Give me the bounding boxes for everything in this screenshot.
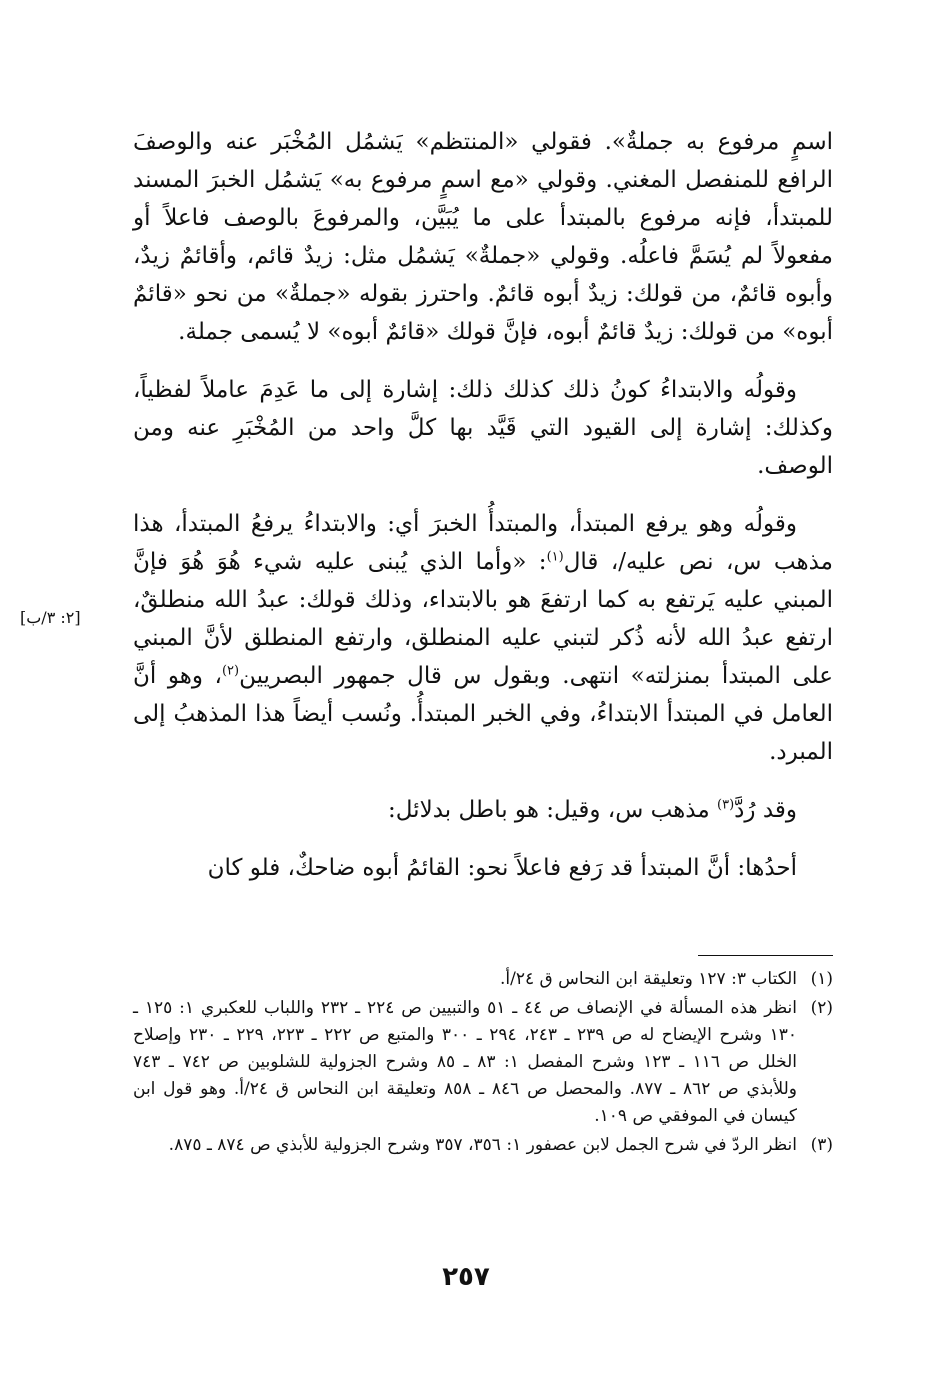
paragraph-2: وقولُه والابتداءُ كونُ ذلك كذلك ذلك: إشارة إلى ما عَدِمَ عاملاً لفظياً، وكذلك: إشارة إلى القيود التي قَيَّد بها كلَّ واحد من المُخْبَرِ عنه ومن الوصف. <box>133 377 833 479</box>
paragraph-4 <box>133 791 833 829</box>
paragraph-3 <box>133 505 833 771</box>
manuscript-margin-reference: [٢: ٣/ب] <box>20 608 81 627</box>
footnote-ref-1: (١) <box>546 549 564 565</box>
paragraph-3-part-a: وقولُه وهو يرفع المبتدأ، والمبتدأُ الخبرَ أي: والابتداءُ يرفعُ المبتدأ، هذا مذهب س، نص عليه/، قال <box>133 511 833 575</box>
page-number: ٢٥٧ <box>442 1262 490 1292</box>
paragraph-4-part-b: مذهب س، وقيل: هو باطل بدلائل: <box>388 797 718 823</box>
footnote-separator <box>698 955 833 956</box>
footnote-text: انظر الردّ في شرح الجمل لابن عصفور ١: ٣٥٦، ٣٥٧ وشرح الجزولية للأبذي ص ٨٧٤ ـ ٨٧٥. <box>168 1135 797 1155</box>
footnote-text: الكتاب ٣: ١٢٧ وتعليقة ابن النحاس ق ٢٤/أ. <box>500 969 797 989</box>
footnote-ref-2: (٢) <box>221 663 240 679</box>
footnote-number: (١) <box>810 969 833 989</box>
footnote-1 <box>133 966 833 993</box>
paragraph-1: اسمٍ مرفوع به جملةٌ». فقولي «المنتظم» يَشمُل المُخْبَر عنه والوصفَ الرافع للمنفصل المغني. وقولي «مع اسمٍ مرفوع به» يَشمُل الخبرَ المسند للمبتدأ، فإنه مرفوع بالمبتدأ على ما يُبَيَّن، والمرفوعَ بالوصف فاعلاً أو مفعولاً لم يُسَمَّ فاعلُه. وقولي «جملةٌ» يَشمُل مثل: زيدٌ قائم، وأقائمٌ زيدٌ، وأبوه قائمٌ، من قولك: زيدٌ أبوه قائمٌ. واحترز بقوله «جملةٌ» من نحو «قائمٌ أبوه» من قولك: زيدٌ قائمٌ أبوه، فإنَّ قولك «قائمٌ أبوه» لا يُسمى جملة. <box>133 129 834 345</box>
footnote-2 <box>133 995 833 1130</box>
footnotes <box>133 966 833 1161</box>
main-text <box>133 123 833 887</box>
footnote-number: (٢) <box>810 998 833 1018</box>
footnote-text: انظر هذه المسألة في الإنصاف ص ٤٤ ـ ٥١ والتبيين ص ٢٢٤ ـ ٢٣٢ واللباب للعكبري ١: ١٢٥ ـ ١٣٠ وشرح الإيضاح له ص ٢٣٩ ـ ٢٤٣، ٢٩٤ ـ ٣٠٠ والمتبع ص ٢٢٢ ـ ٢٢٣، ٢٢٩ ـ ٢٣٠ وإصلاح الخلل ص ١١٦ ـ ١٢٣ وشرح المفصل ١: ٨٣ ـ ٨٥ وشرح الجزولية للشلوبين ص ٧٤٢ ـ ٧٤٣ وللأبذي ص ٨٦٢ ـ ٨٧٧. والمحصل ص ٨٤٦ ـ ٨٥٨ وتعليقة ابن النحاس ق ٢٤/أ. وهو قول ابن كيسان في الموفقي ص ١٠٩. <box>133 998 798 1126</box>
paragraph-4-part-a: وقد رُدَّ <box>734 797 797 823</box>
footnote-ref-3: (٣) <box>717 797 735 813</box>
footnote-3 <box>133 1132 833 1159</box>
footnote-number: (٣) <box>810 1135 833 1155</box>
paragraph-5: أحدُها: أنَّ المبتدأ قد رَفع فاعلاً نحو: القائمُ أبوه ضاحكٌ، فلو كان <box>207 855 797 881</box>
paragraph-3-part-b: : «وأما الذي يُبنى عليه شيء هُوَ هُوَ فإنَّ المبني عليه يَرتفع به كما ارتفعَ هو بالابتداء، وذلك قولك: عبدُ الله منطلقٌ، ارتفع عبدُ الله لأنه ذُكر لتبني عليه المنطلق، وارتفع المنطلق لأنَّ المبني على المبتدأ بمنزلته» انتهى. وبقول س قال جمهور البصريين <box>133 549 833 689</box>
paragraph-3-part-c: ، وهو أنَّ العامل في المبتدأ الابتداءُ، وفي الخبر المبتدأُ. ونُسب أيضاً هذا المذهبُ إلى المبرد. <box>133 663 833 765</box>
